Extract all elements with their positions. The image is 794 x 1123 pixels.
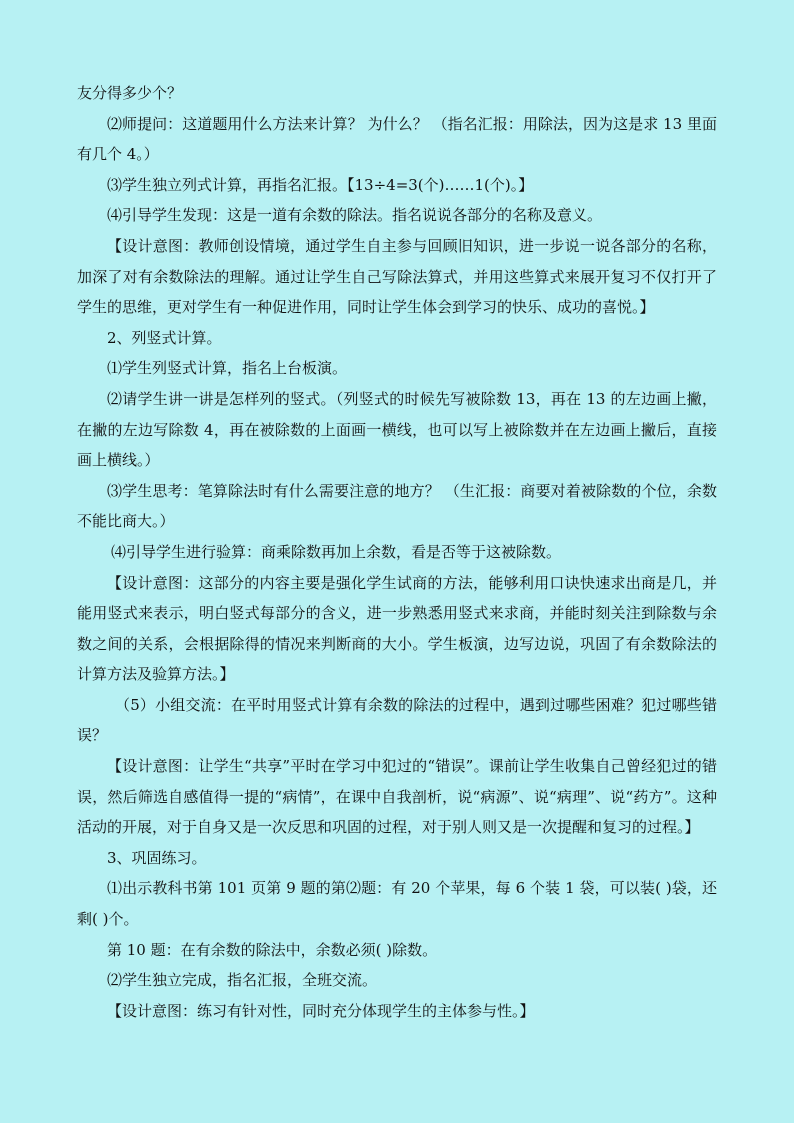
paragraph: ⑷引导学生发现：这是一道有余数的除法。指名说说各部分的名称及意义。 (107, 206, 603, 225)
paragraph: ⑶学生思考：笔算除法时有什么需要注意的地方？ （生汇报：商要对着被除数的个位，余数不能比商大。） (77, 481, 717, 531)
paragraph: 友分得多少个？ (77, 84, 183, 102)
design-intent-note: 【设计意图：让学生“共享”平时在学习中犯过的“错误”。课前让学生收集自己曾经犯过的错误，然后筛选自感值得一提的“病情”，在课中自我剖析，说“病源”、说“病理”、说“药方”。这种活动的开展，对于自身又是一次反思和巩固的过程，对于别人则又是一次提醒和复习的过程。】 (77, 757, 717, 837)
design-intent-note: 【设计意图：这部分的内容主要是强化学生试商的方法，能够利用口诀快速求出商是几，并能用竖式来表示，明白竖式每部分的含义，进一步熟悉用竖式来求商，并能时刻关注到除数与余数之间的关系，会根据除得的情况来判断商的大小。学生板演，边写边说，巩固了有余数除法的计算方法及验算方法。】 (77, 573, 717, 684)
paragraph: ⑵师提问：这道题用什么方法来计算？ 为什么？ （指名汇报：用除法，因为这是求 13 里面有几个 4。） (77, 114, 717, 164)
paragraph: ⑴出示教科书第 101 页第 9 题的第⑵题：有 20 个苹果，每 6 个装 1 袋，可以装( )袋，还剩( )个。 (77, 879, 717, 929)
paragraph: ⑵请学生讲一讲是怎样列的竖式。（列竖式的时候先写被除数 13，再在 13 的左边画上撇，在撇的左边写除数 4，再在被除数的上面画一横线，也可以写上被除数并在左边画上撇后，直接画上横线。） (77, 389, 717, 470)
document-page (77, 78, 717, 1026)
design-intent-note: 【设计意图：练习有针对性，同时充分体现学生的主体参与性。】 (107, 1001, 535, 1020)
paragraph: 第 10 题：在有余数的除法中，余数必须( )除数。 (107, 940, 438, 959)
paragraph: ⑴学生列竖式计算，指名上台板演。 (107, 359, 348, 378)
paragraph: （5）小组交流：在平时用竖式计算有余数的除法的过程中，遇到过哪些困难？犯过哪些错误？ (77, 695, 717, 745)
section-heading: 3、巩固练习。 (107, 848, 207, 867)
paragraph: ⑷引导学生进行验算：商乘除数再加上余数，看是否等于这被除数。 (111, 542, 562, 561)
paragraph: ⑵学生独立完成，指名汇报，全班交流。 (107, 971, 378, 990)
paragraph: ⑶学生独立列式计算，再指名汇报。【13÷4=3(个)……1(个)。】 (107, 175, 534, 194)
section-heading: 2、列竖式计算。 (107, 328, 222, 347)
design-intent-note: 【设计意图：教师创设情境，通过学生自主参与回顾旧知识，进一步说一说各部分的名称，加深了对有余数除法的理解。通过让学生自己写除法算式，并用这些算式来展开复习不仅打开了学生的思维，更对学生有一种促进作用，同时让学生体会到学习的快乐、成功的喜悦。】 (77, 236, 717, 317)
